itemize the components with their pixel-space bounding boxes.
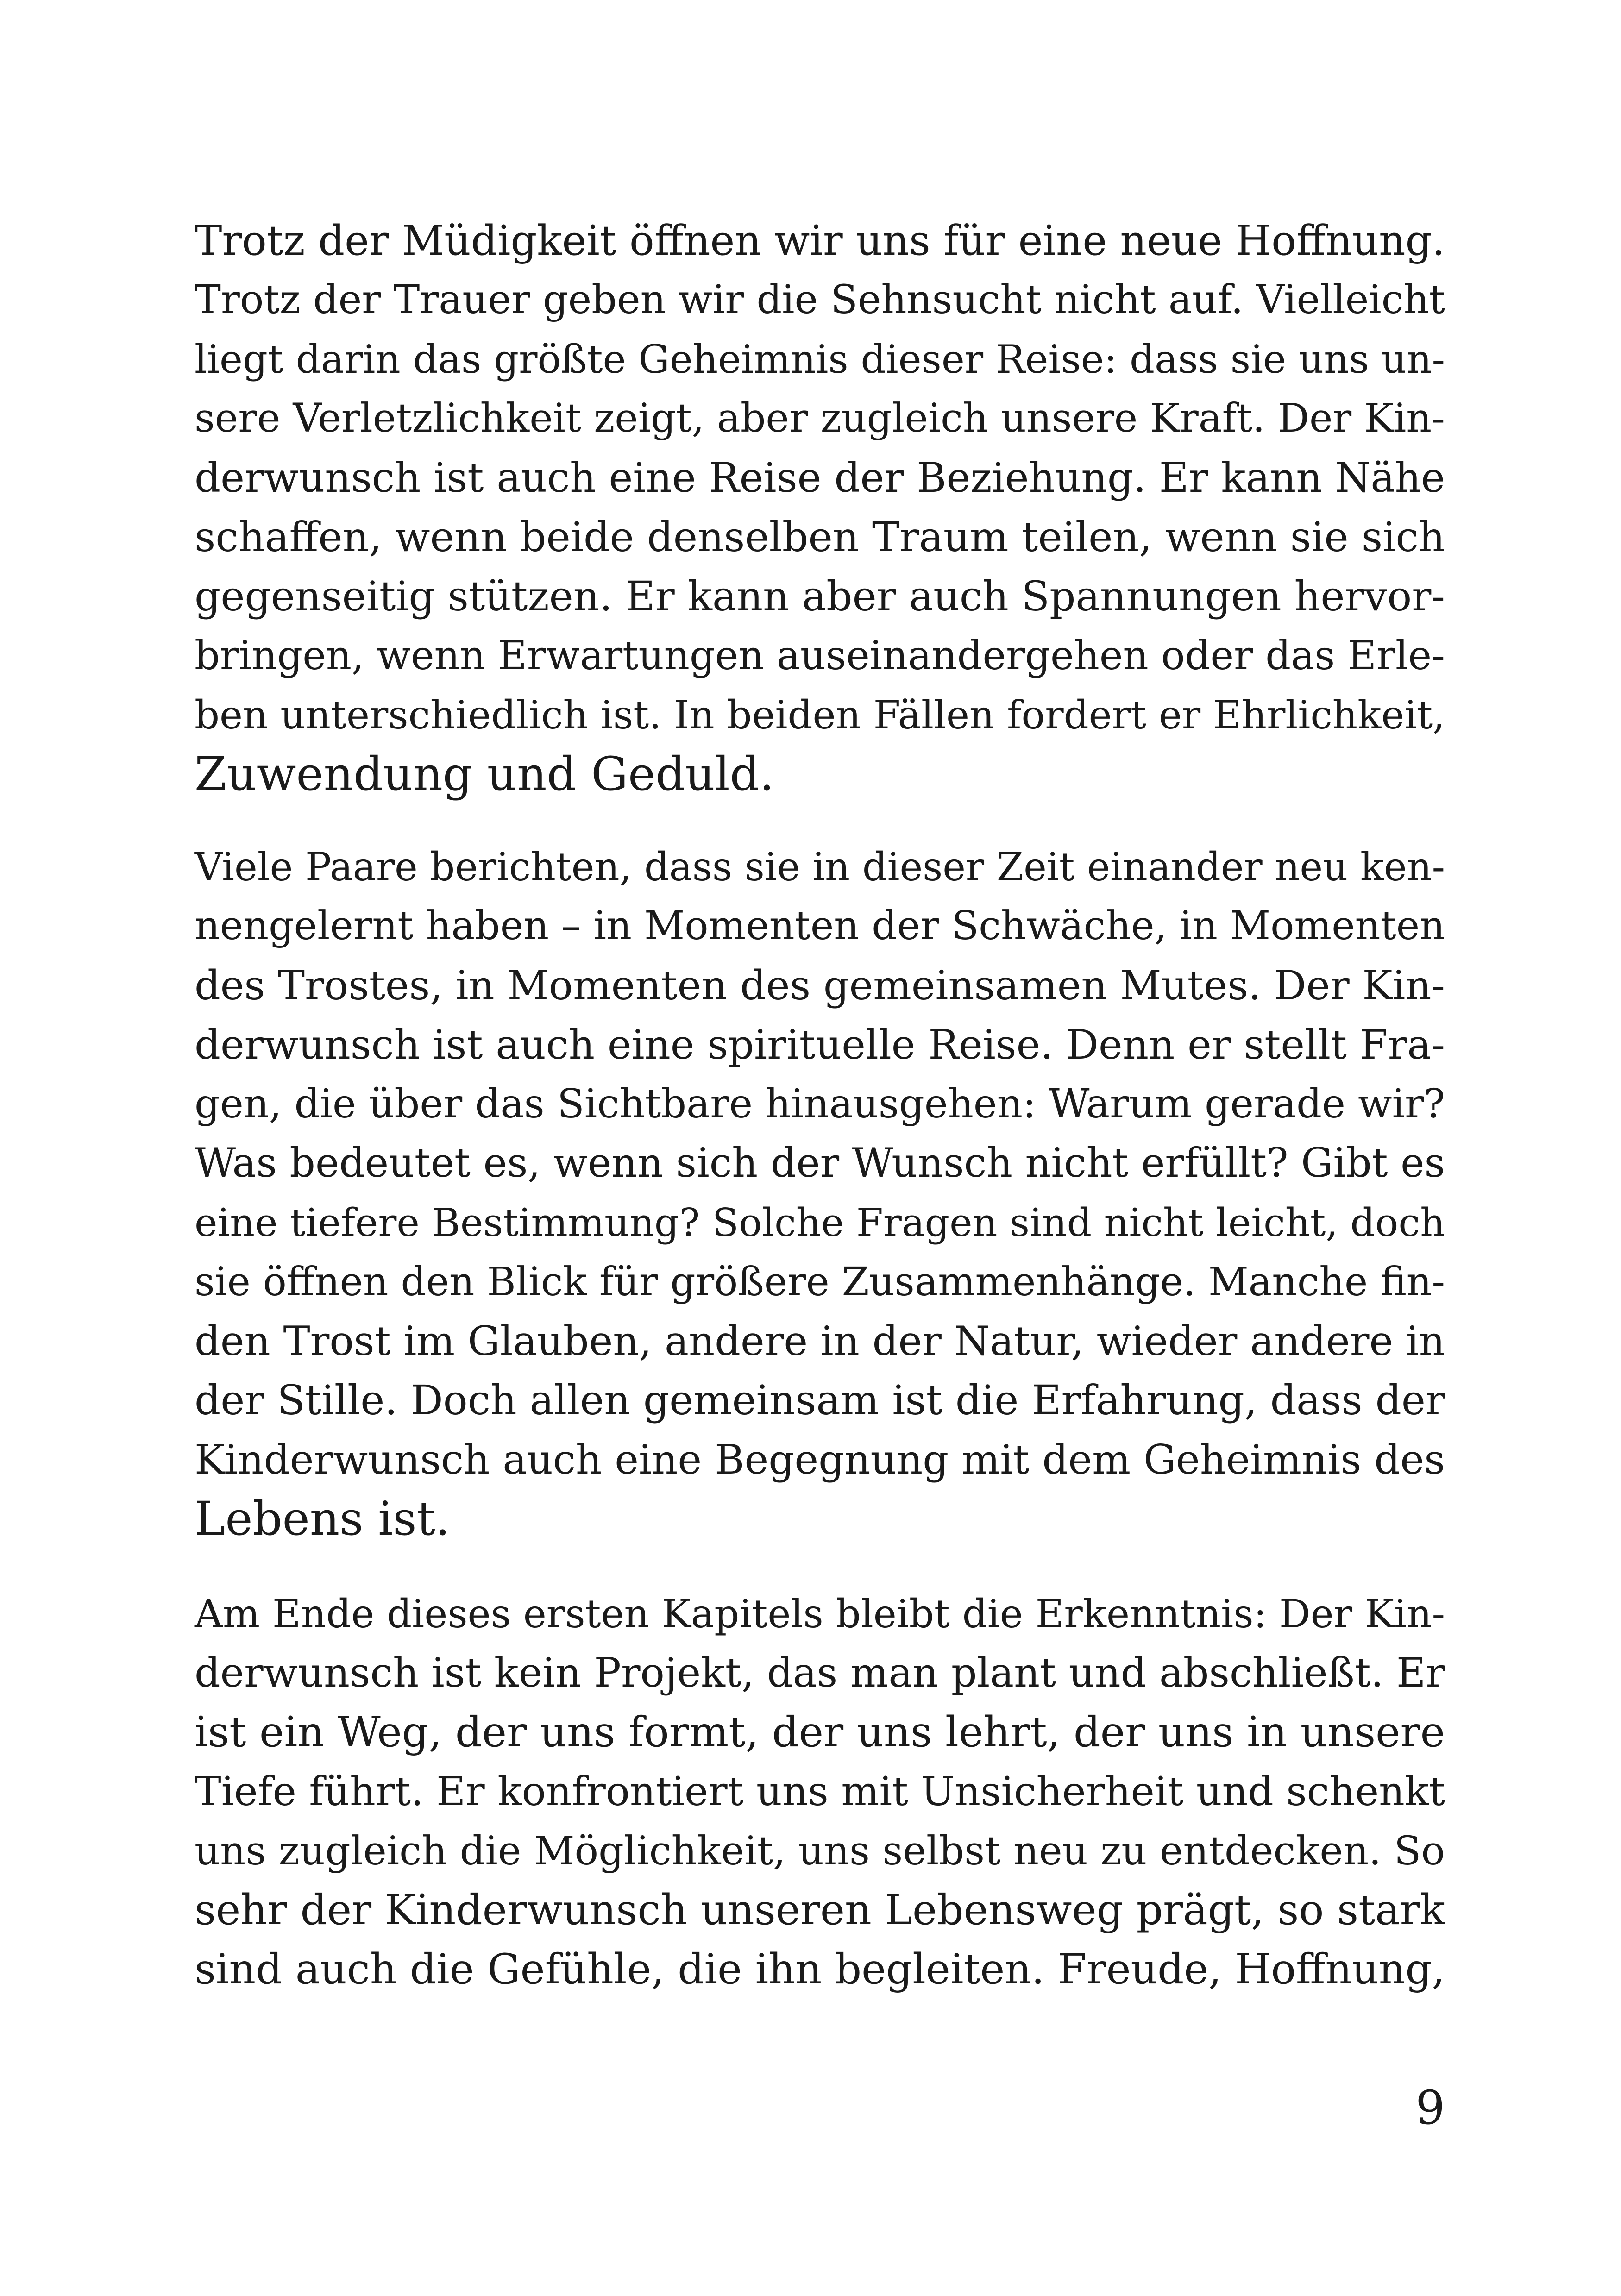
text-line: gen, die über das Sichtbare hinausgehen: Warum gerade wir? [195, 1081, 1445, 1127]
text-line: sere Verletzlichkeit zeigt, aber zugleich unsere Kraft. Der Kin- [195, 395, 1445, 441]
text-line: sind auch die Gefühle, die ihn begleiten. Freude, Hoffnung, [195, 1945, 1445, 1994]
text-line: sehr der Kinderwunsch unseren Lebensweg prägt, so stark [195, 1886, 1445, 1934]
text-line: Was bedeutet es, wenn sich der Wunsch nicht erfüllt? Gibt es [195, 1140, 1445, 1186]
text-line: nengelernt haben – in Momenten der Schwäche, in Momenten [195, 903, 1445, 949]
text-line: uns zugleich die Möglichkeit, uns selbst neu zu entdecken. So [195, 1828, 1445, 1874]
paragraph-3 [195, 1584, 1445, 1999]
text-line: Trotz der Müdigkeit öffnen wir uns für eine neue Hoffnung. [195, 217, 1445, 265]
text-line: Trotz der Trauer geben wir die Sehnsucht nicht auf. Vielleicht [195, 277, 1445, 323]
text-line: gegenseitig stützen. Er kann aber auch Spannungen hervor- [195, 572, 1445, 620]
text-line: Tiefe führt. Er konfrontiert uns mit Unsicherheit und schenkt [195, 1769, 1445, 1815]
paragraph-1 [195, 211, 1445, 804]
text-line: den Trost im Glauben, andere in der Natur, wieder andere in [195, 1317, 1445, 1365]
text-line: sie öffnen den Blick für größere Zusammenhänge. Manche fin- [195, 1259, 1445, 1305]
text-line: derwunsch ist auch eine spirituelle Reise. Denn er stellt Fra- [195, 1021, 1445, 1068]
text-line: derwunsch ist kein Projekt, das man plant und abschließt. Er [195, 1650, 1445, 1696]
text-line: Kinderwunsch auch eine Begegnung mit dem Geheimnis des [195, 1436, 1445, 1483]
text-line: Am Ende dieses ersten Kapitels bleibt die Erkenntnis: Der Kin- [195, 1591, 1445, 1637]
text-line: Lebens ist. [195, 1492, 450, 1546]
text-line: derwunsch ist auch eine Reise der Beziehung. Er kann Nähe [195, 454, 1445, 502]
paragraph-2 [195, 837, 1445, 1549]
text-line: des Trostes, in Momenten des gemeinsamen Mutes. Der Kin- [195, 962, 1445, 1009]
text-line: der Stille. Doch allen gemeinsam ist die Erfahrung, dass der [195, 1376, 1445, 1424]
page-number: 9 [1415, 2081, 1445, 2135]
text-line: liegt darin das größte Geheimnis dieser Reise: dass sie uns un- [195, 337, 1445, 382]
text-line: ist ein Weg, der uns formt, der uns lehrt, der uns in unsere [195, 1708, 1445, 1757]
text-line: eine tiefere Bestimmung? Solche Fragen sind nicht leicht, doch [195, 1200, 1445, 1245]
text-line: schaffen, wenn beide denselben Traum teilen, wenn sie sich [195, 513, 1445, 561]
text-line: bringen, wenn Erwartungen auseinandergehen oder das Erle- [195, 633, 1445, 679]
text-line: ben unterschiedlich ist. In beiden Fällen fordert er Ehrlichkeit, [195, 692, 1445, 738]
text-line: Viele Paare berichten, dass sie in dieser Zeit einander neu ken- [195, 844, 1445, 890]
text-line: Zuwendung und Geduld. [195, 747, 774, 801]
